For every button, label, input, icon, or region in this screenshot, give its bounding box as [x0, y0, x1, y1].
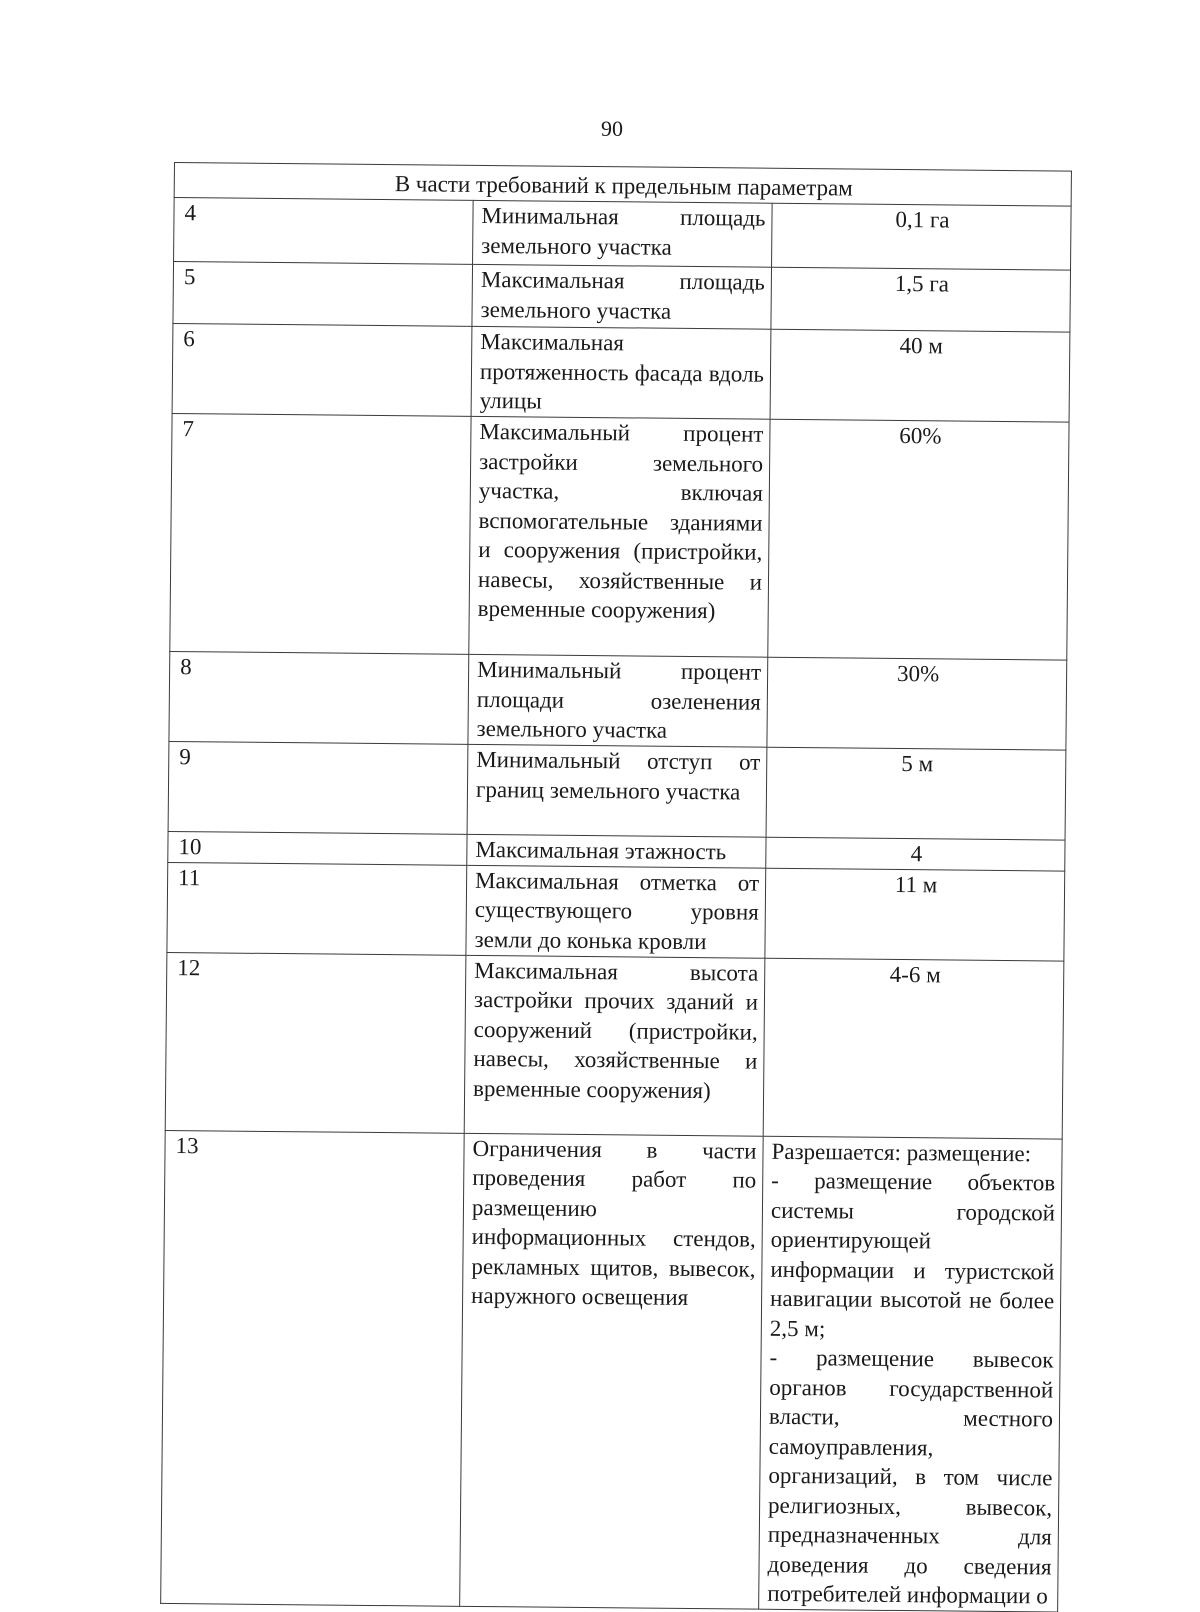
parameter-name: Минимальный отступ от границ земельного участка	[467, 744, 767, 837]
parameter-name: Максимальная площадь земельного участка	[472, 264, 772, 329]
parameter-value: 60%	[768, 419, 1069, 660]
row-number: 5	[173, 262, 473, 327]
parameter-value: 4	[766, 837, 1065, 870]
table-row	[172, 323, 1070, 422]
parameter-name: Максимальная этажность	[467, 834, 766, 867]
parameter-value: 11 м	[765, 868, 1065, 961]
parameter-name: Минимальная площадь земельного участка	[473, 200, 773, 267]
table-row	[168, 741, 1066, 840]
value-line: Разрешается: размещение:	[771, 1138, 1032, 1166]
parameter-value: 40 м	[770, 329, 1070, 422]
parameter-name: Ограничения в части проведения работ по размещению информационных стендов, рекламных щитов, вывесок, наружного освещения	[460, 1133, 764, 1609]
table-row	[165, 952, 1064, 1139]
table-row	[161, 1130, 1062, 1612]
parameter-name: Максимальная высота застройки прочих зданий и сооружений (пристройки, навесы, хозяйственные и временные сооружения)	[464, 955, 765, 1136]
value-line: - размещение объектов системы городской ориентирующей информации и туристской навигации высотой не более 2,5 м;	[769, 1167, 1056, 1341]
row-number: 8	[169, 651, 469, 744]
parameter-name: Максимальная протяженность фасада вдоль улицы	[471, 326, 771, 419]
row-number: 13	[161, 1130, 465, 1606]
table-row	[169, 651, 1067, 750]
parameter-value: 5 м	[766, 747, 1066, 840]
parameter-value: 4-6 м	[763, 958, 1064, 1139]
parameter-name: Минимальный процент площади озеленения земельного участка	[468, 654, 768, 747]
table-row	[173, 262, 1071, 333]
row-number: 10	[168, 831, 467, 864]
parameter-name: Максимальная отметка от существующего уровня земли до конька кровли	[466, 865, 766, 958]
parameter-value	[759, 1136, 1063, 1612]
row-number: 7	[170, 413, 471, 654]
value-line: - размещение вывесок органов государственной власти, местного самоуправления, организаций, в том числе религиозных, вывесок, предназначенных для доведения до сведения потребителей информации о	[767, 1344, 1054, 1609]
table-row	[174, 198, 1072, 271]
row-number: 4	[174, 198, 474, 265]
row-number: 11	[167, 862, 467, 955]
row-number: 12	[165, 952, 466, 1133]
row-number: 6	[172, 323, 472, 416]
section-header: В части требований к предельным параметрам	[174, 163, 1071, 207]
table-row	[167, 862, 1065, 961]
parameters-table	[160, 162, 1072, 1612]
parameter-value: 30%	[767, 657, 1067, 750]
parameter-value: 1,5 га	[771, 267, 1071, 332]
parameter-value: 0,1 га	[772, 203, 1072, 270]
page-number: 90	[601, 116, 623, 141]
row-number: 9	[168, 741, 468, 834]
document-sheet	[160, 162, 1072, 1612]
parameter-name: Максимальный процент застройки земельного участка, включая вспомогательные зданиями и сооружения (пристройки, навесы, хозяйственные и временные сооружения)	[469, 416, 770, 657]
table-row	[170, 413, 1069, 660]
